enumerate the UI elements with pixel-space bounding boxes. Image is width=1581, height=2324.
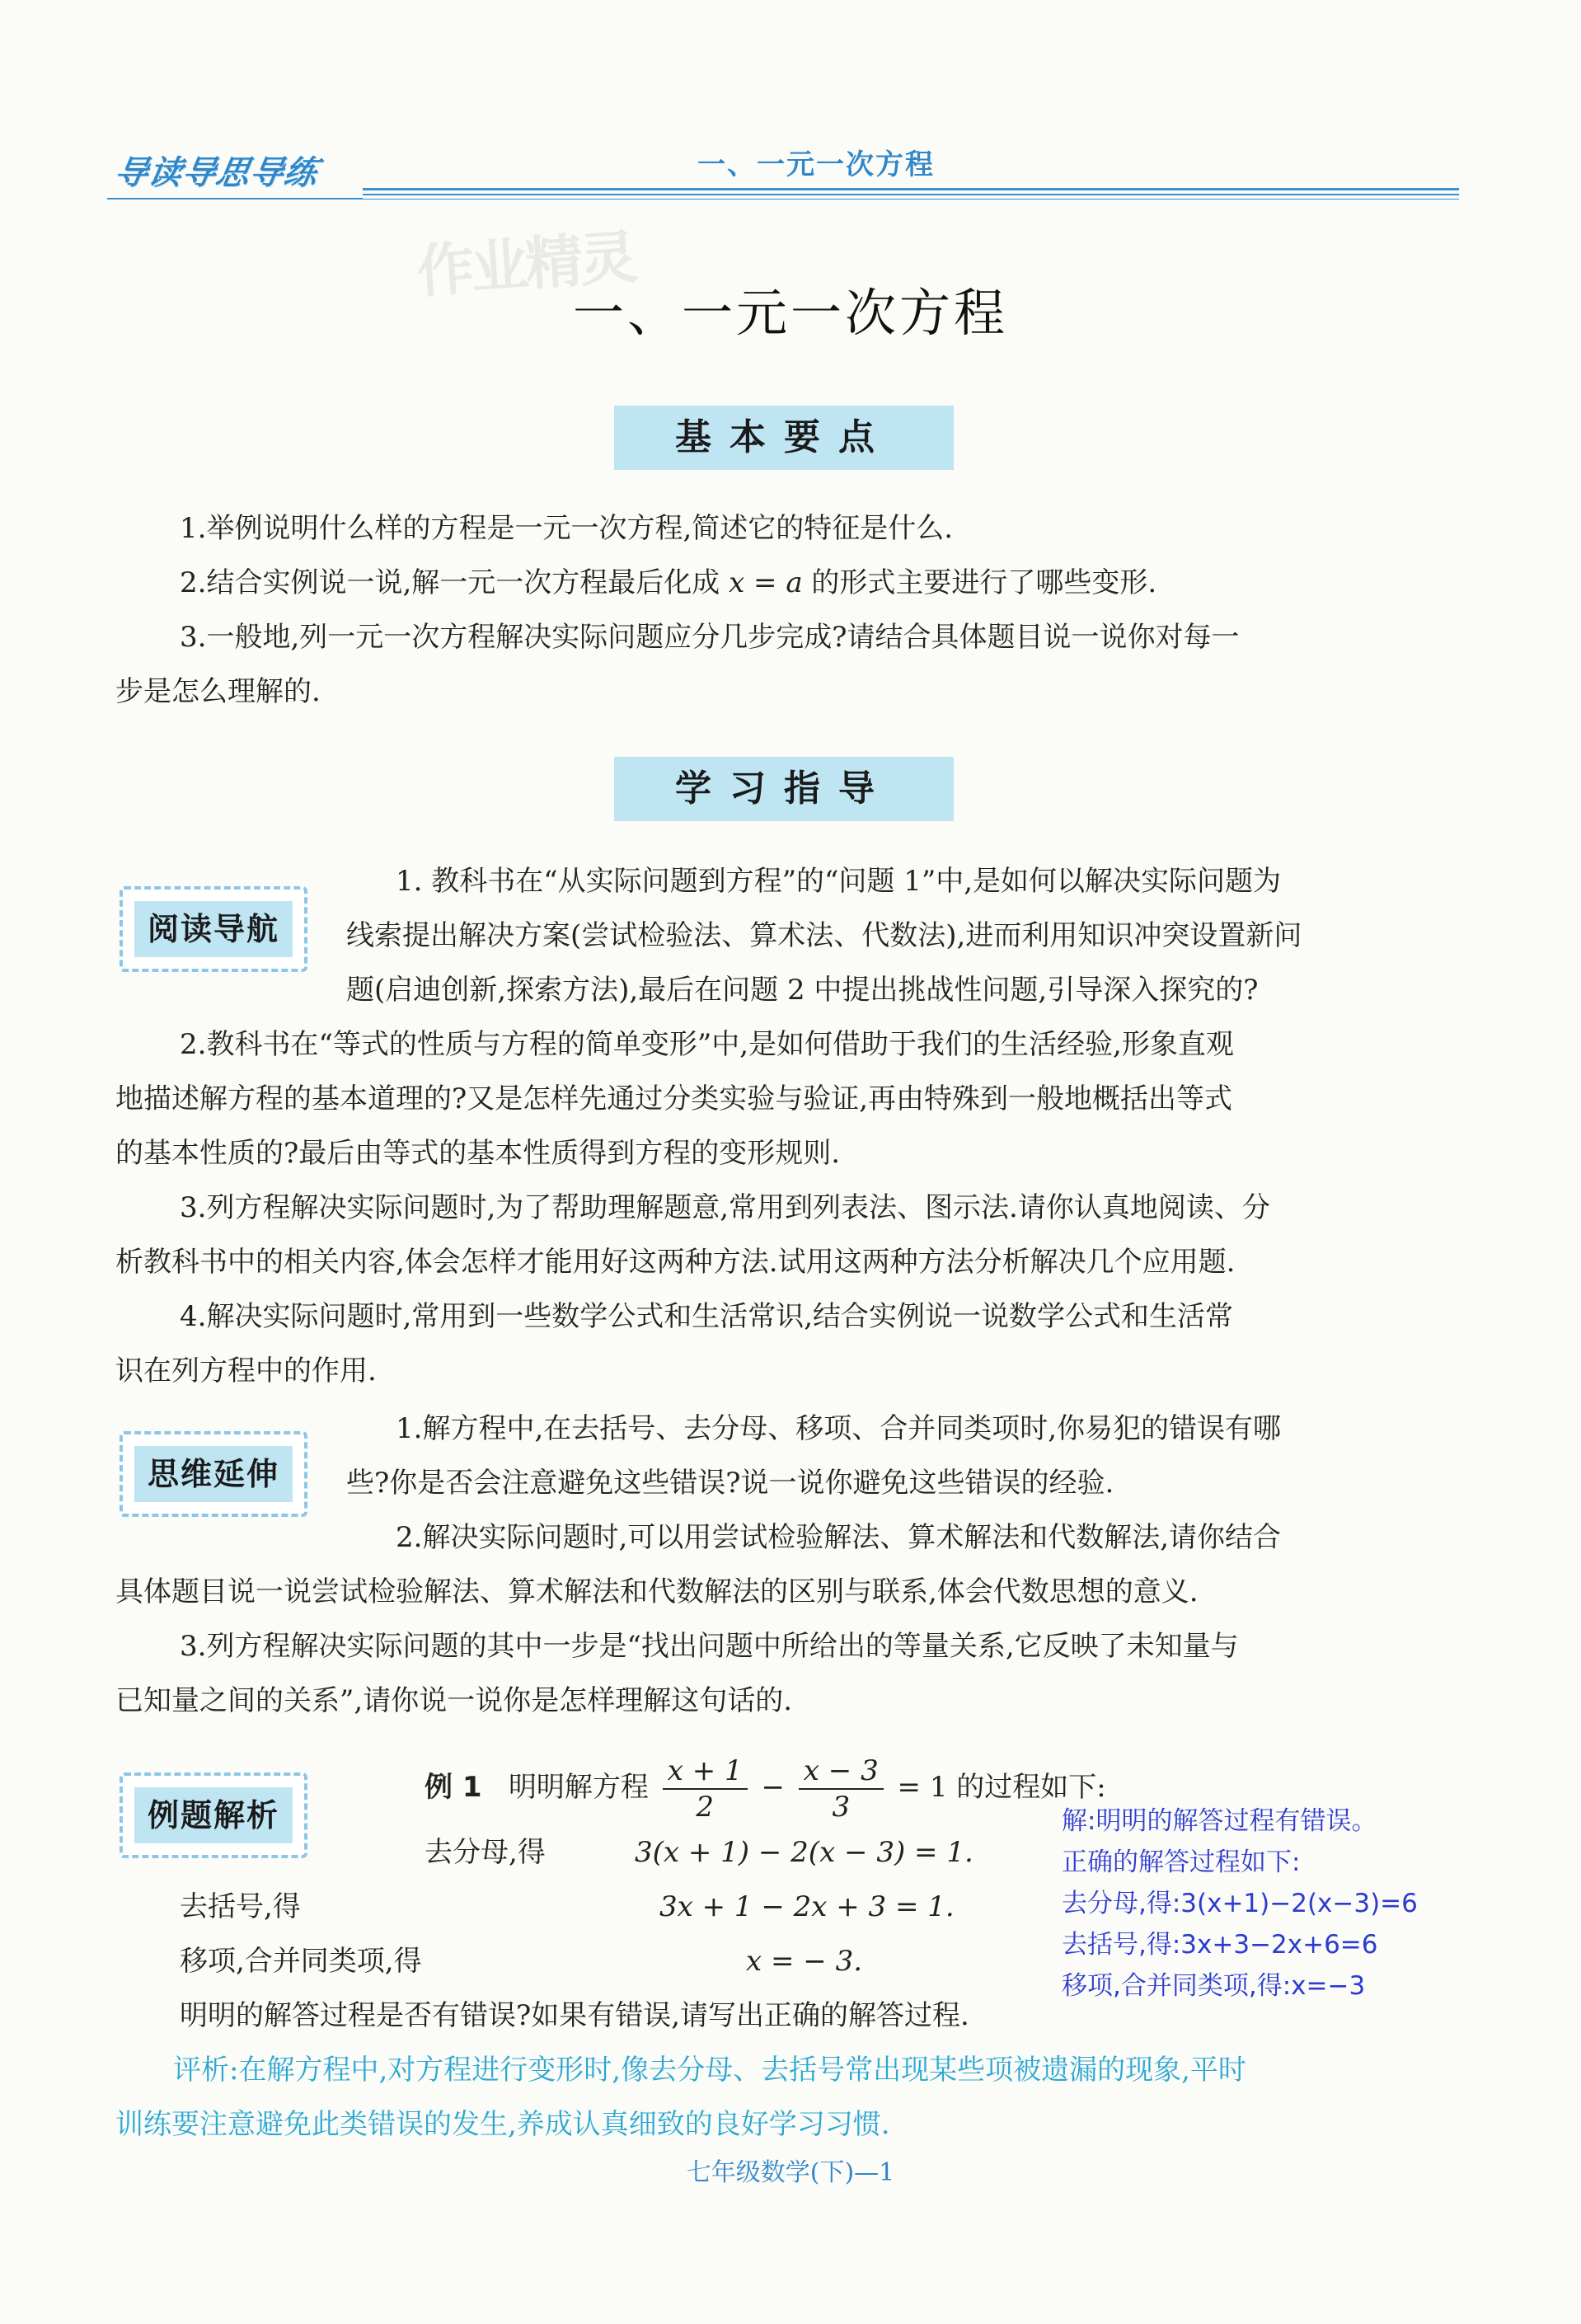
basics-item-2-text-a: 2.结合实例说一说,解一元一次方程最后化成	[180, 566, 730, 599]
basics-item-2-text-b: 的形式主要进行了哪些变形.	[802, 566, 1157, 599]
page-footer: 七年级数学(下)—1	[686, 2158, 895, 2187]
reading-item-1-line-1: 1. 教科书在“从实际问题到方程”的“问题 1”中,是如何以解决实际问题为	[396, 865, 1282, 898]
running-title: 一、一元一次方程	[697, 148, 935, 181]
thinking-item-3-line-1: 3.列方程解决实际问题的其中一步是“找出问题中所给出的等量关系,它反映了未知量与	[180, 1630, 1239, 1663]
example-label: 例 1	[425, 1771, 482, 1804]
watermark: 作业精灵	[414, 223, 636, 307]
handwritten-answer-line-2: 正确的解答过程如下:	[1062, 1847, 1301, 1877]
equation-tail: = 1 的过程如下:	[897, 1771, 1106, 1804]
section-heading-guidance: 学习指导	[614, 757, 954, 821]
reading-item-3-line-2: 析教科书中的相关内容,体会怎样才能用好这两种方法.试用这两种方法分析解决几个应用题.	[115, 1246, 1236, 1279]
reading-item-4-line-2: 识在列方程中的作用.	[115, 1354, 377, 1387]
example-statement	[425, 1748, 1106, 1827]
thinking-item-1-line-1: 1.解方程中,在去括号、去分母、移项、合并同类项时,你易犯的错误有哪	[396, 1412, 1282, 1445]
example-intro: 明明解方程	[508, 1771, 649, 1804]
reading-item-1-line-2: 线索提出解决方案(尝试检验法、算术法、代数法),进而利用知识冲突设置新问	[346, 919, 1302, 952]
handwritten-answer-line-1: 解:明明的解答过程有错误。	[1062, 1806, 1377, 1836]
comment-line-1: 评析:在解方程中,对方程进行变形时,像去分母、去括号常出现某些项被遗漏的现象,平时	[173, 2054, 1246, 2087]
header-rule-top	[363, 188, 1459, 190]
step-2-equation: 3x + 1 − 2x + 3 = 1.	[659, 1890, 955, 1923]
basics-item-3-line-1: 3.一般地,列一元一次方程解决实际问题应分几步完成?请结合具体题目说一说你对每一	[180, 621, 1240, 654]
basics-item-2-math: x = a	[729, 566, 803, 599]
thinking-item-2-line-1: 2.解决实际问题时,可以用尝试检验解法、算术解法和代数解法,请你结合	[396, 1521, 1282, 1554]
basics-item-1: 1.举例说明什么样的方程是一元一次方程,简述它的特征是什么.	[180, 512, 954, 545]
reading-item-1-line-3: 题(启迪创新,探索方法),最后在问题 2 中提出挑战性问题,引导深入探究的?	[346, 974, 1259, 1007]
handwritten-answer-line-3: 去分母,得:3(x+1)−2(x−3)=6	[1062, 1889, 1418, 1918]
header-rule-left	[107, 198, 363, 200]
fraction-2-denominator: 3	[832, 1791, 851, 1824]
reading-item-2-line-1: 2.教科书在“等式的性质与方程的简单变形”中,是如何借助于我们的生活经验,形象直观	[180, 1028, 1234, 1061]
label-example-analysis-text: 例题解析	[134, 1787, 293, 1843]
page-title: 一、一元一次方程	[572, 283, 1008, 343]
step-3-label: 移项,合并同类项,得	[180, 1945, 422, 1978]
step-1-label: 去分母,得	[425, 1836, 546, 1869]
handwritten-answer-line-4: 去括号,得:3x+3−2x+6=6	[1062, 1930, 1378, 1960]
basics-item-2	[180, 556, 1156, 610]
fraction-1-numerator: x + 1	[663, 1754, 748, 1790]
comment-line-2: 训练要注意避免此类错误的发生,养成认真细致的良好学习习惯.	[115, 2108, 890, 2141]
series-logo: 导读导思导练	[111, 154, 321, 192]
step-3-equation: x = − 3.	[746, 1945, 863, 1978]
basics-item-3-line-2: 步是怎么理解的.	[115, 675, 321, 708]
step-1-equation: 3(x + 1) − 2(x − 3) = 1.	[635, 1836, 973, 1869]
label-reading-navigation	[120, 886, 307, 972]
fraction-1	[663, 1754, 748, 1824]
handwritten-answer-line-5: 移项,合并同类项,得:x=−3	[1062, 1971, 1366, 2001]
thinking-item-1-line-2: 些?你是否会注意避免这些错误?说一说你避免这些错误的经验.	[346, 1467, 1114, 1500]
header-rule-bottom	[363, 199, 1459, 200]
fraction-2	[799, 1754, 884, 1824]
fraction-1-denominator: 2	[696, 1791, 715, 1824]
reading-item-2-line-3: 的基本性质的?最后由等式的基本性质得到方程的变形规则.	[115, 1137, 841, 1170]
label-example-analysis	[120, 1772, 307, 1858]
reading-item-4-line-1: 4.解决实际问题时,常用到一些数学公式和生活常识,结合实例说一说数学公式和生活常	[180, 1300, 1234, 1333]
fraction-minus: −	[761, 1771, 785, 1804]
thinking-item-2-line-2: 具体题目说一说尝试检验解法、算术解法和代数解法的区别与联系,体会代数思想的意义.	[115, 1575, 1199, 1608]
header-rule-mid	[363, 194, 1459, 195]
example-question: 明明的解答过程是否有错误?如果有错误,请写出正确的解答过程.	[180, 1999, 969, 2032]
reading-item-3-line-1: 3.列方程解决实际问题时,为了帮助理解题意,常用到列表法、图示法.请你认真地阅读、分	[180, 1191, 1270, 1224]
label-thinking-extension-text: 思维延伸	[134, 1446, 293, 1502]
thinking-item-3-line-2: 已知量之间的关系”,请你说一说你是怎样理解这句话的.	[115, 1684, 792, 1717]
reading-item-2-line-2: 地描述解方程的基本道理的?又是怎样先通过分类实验与验证,再由特殊到一般地概括出等式	[115, 1082, 1233, 1115]
label-thinking-extension	[120, 1431, 307, 1517]
fraction-2-numerator: x − 3	[799, 1754, 884, 1790]
section-heading-basics: 基本要点	[614, 406, 954, 470]
label-reading-navigation-text: 阅读导航	[134, 901, 293, 957]
step-2-label: 去括号,得	[180, 1890, 301, 1923]
